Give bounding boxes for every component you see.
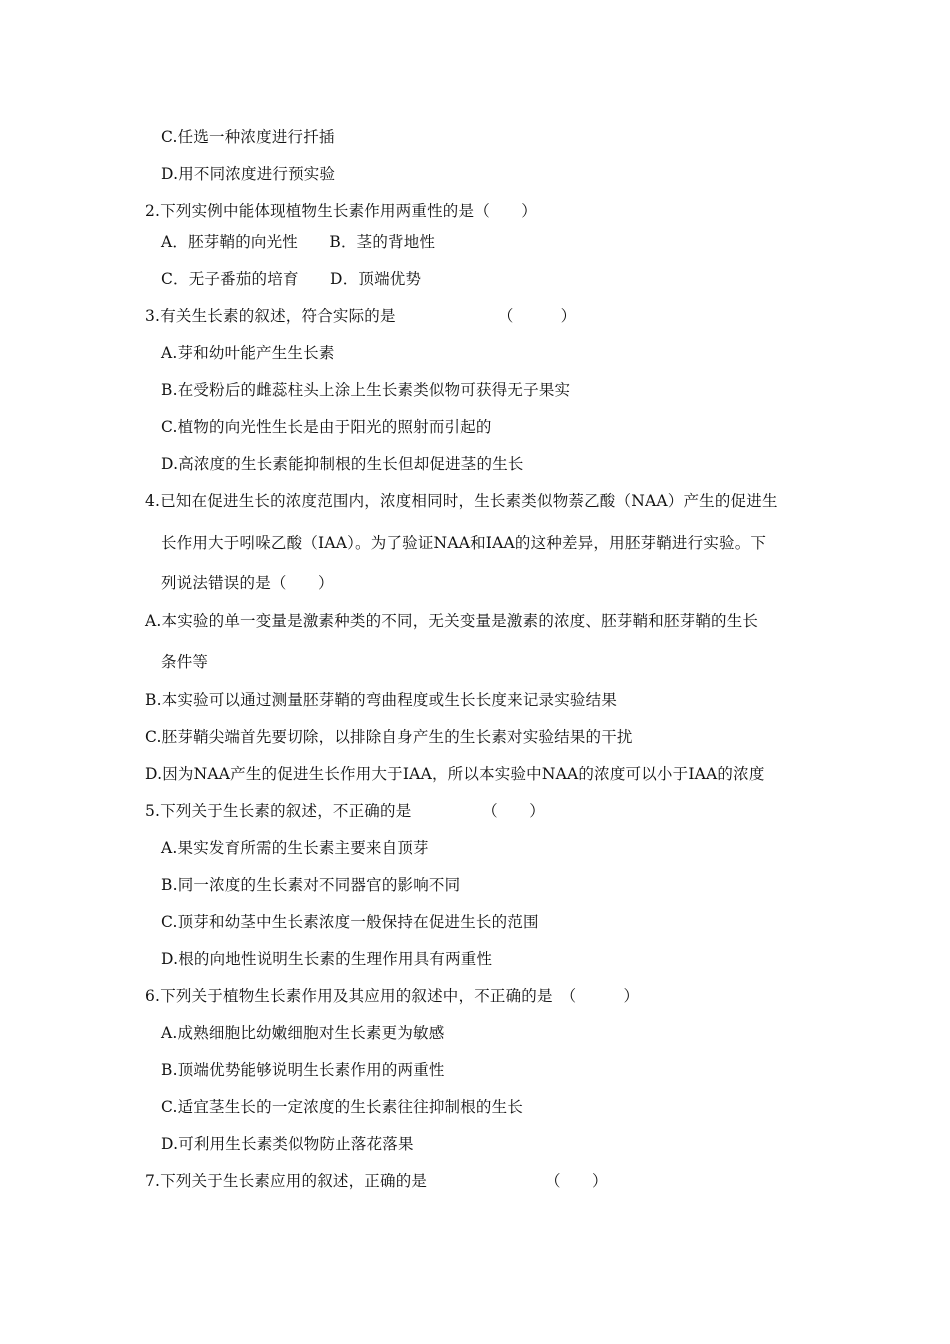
question-7-stem: 7.下列关于生长素应用的叙述，正确的是 （ ） — [145, 1172, 608, 1190]
q3-option-d: D.高浓度的生长素能抑制根的生长但却促进茎的生长 — [161, 455, 524, 473]
q3-option-c: C.植物的向光性生长是由于阳光的照射而引起的 — [161, 418, 492, 436]
q4-option-a-line2: 条件等 — [161, 653, 209, 671]
q5-option-b: B.同一浓度的生长素对不同器官的影响不同 — [161, 876, 461, 894]
q5-option-a: A.果实发育所需的生长素主要来自顶芽 — [161, 839, 429, 857]
q5-option-d: D.根的向地性说明生长素的生理作用具有两重性 — [161, 950, 493, 968]
q2-options-ab: A．胚芽鞘的向光性 B．茎的背地性 — [161, 233, 436, 251]
q4-option-d: D.因为NAA产生的促进生长作用大于IAA，所以本实验中NAA的浓度可以小于IAA的浓度 — [145, 765, 765, 783]
question-6-stem: 6.下列关于植物生长素作用及其应用的叙述中，不正确的是 （ ） — [145, 987, 640, 1005]
q6-option-b: B.顶端优势能够说明生长素作用的两重性 — [161, 1061, 445, 1079]
q6-option-a: A.成熟细胞比幼嫩细胞对生长素更为敏感 — [161, 1024, 445, 1042]
q2-options-cd: C．无子番茄的培育 D．顶端优势 — [161, 270, 422, 288]
question-5-stem: 5.下列关于生长素的叙述，不正确的是 （ ） — [145, 802, 545, 820]
q4-option-b: B.本实验可以通过测量胚芽鞘的弯曲程度或生长长度来记录实验结果 — [145, 691, 618, 709]
question-4-stem-line2: 长作用大于吲哚乙酸（IAA）。为了验证NAA和IAA的这种差异，用胚芽鞘进行实验。下 — [161, 534, 767, 552]
q1-option-c: C.任选一种浓度进行扦插 — [161, 128, 335, 146]
question-4-stem-line3: 列说法错误的是（ ） — [161, 574, 334, 592]
q3-option-a: A.芽和幼叶能产生生长素 — [161, 344, 335, 362]
q6-option-c: C.适宜茎生长的一定浓度的生长素往往抑制根的生长 — [161, 1098, 524, 1116]
q6-option-d: D.可利用生长素类似物防止落花落果 — [161, 1135, 414, 1153]
q3-option-b: B.在受粉后的雌蕊柱头上涂上生长素类似物可获得无子果实 — [161, 381, 571, 399]
q5-option-c: C.顶芽和幼茎中生长素浓度一般保持在促进生长的范围 — [161, 913, 539, 931]
question-4-stem-line1: 4.已知在促进生长的浓度范围内，浓度相同时，生长素类似物萘乙酸（NAA）产生的促进生 — [145, 492, 778, 510]
question-3-stem: 3.有关生长素的叙述，符合实际的是 （ ） — [145, 307, 577, 325]
question-2-stem: 2.下列实例中能体现植物生长素作用两重性的是（ ） — [145, 202, 537, 220]
q4-option-c: C.胚芽鞘尖端首先要切除，以排除自身产生的生长素对实验结果的干扰 — [145, 728, 633, 746]
q4-option-a-line1: A.本实验的单一变量是激素种类的不同，无关变量是激素的浓度、胚芽鞘和胚芽鞘的生长 — [145, 612, 759, 630]
q1-option-d: D.用不同浓度进行预实验 — [161, 165, 336, 183]
